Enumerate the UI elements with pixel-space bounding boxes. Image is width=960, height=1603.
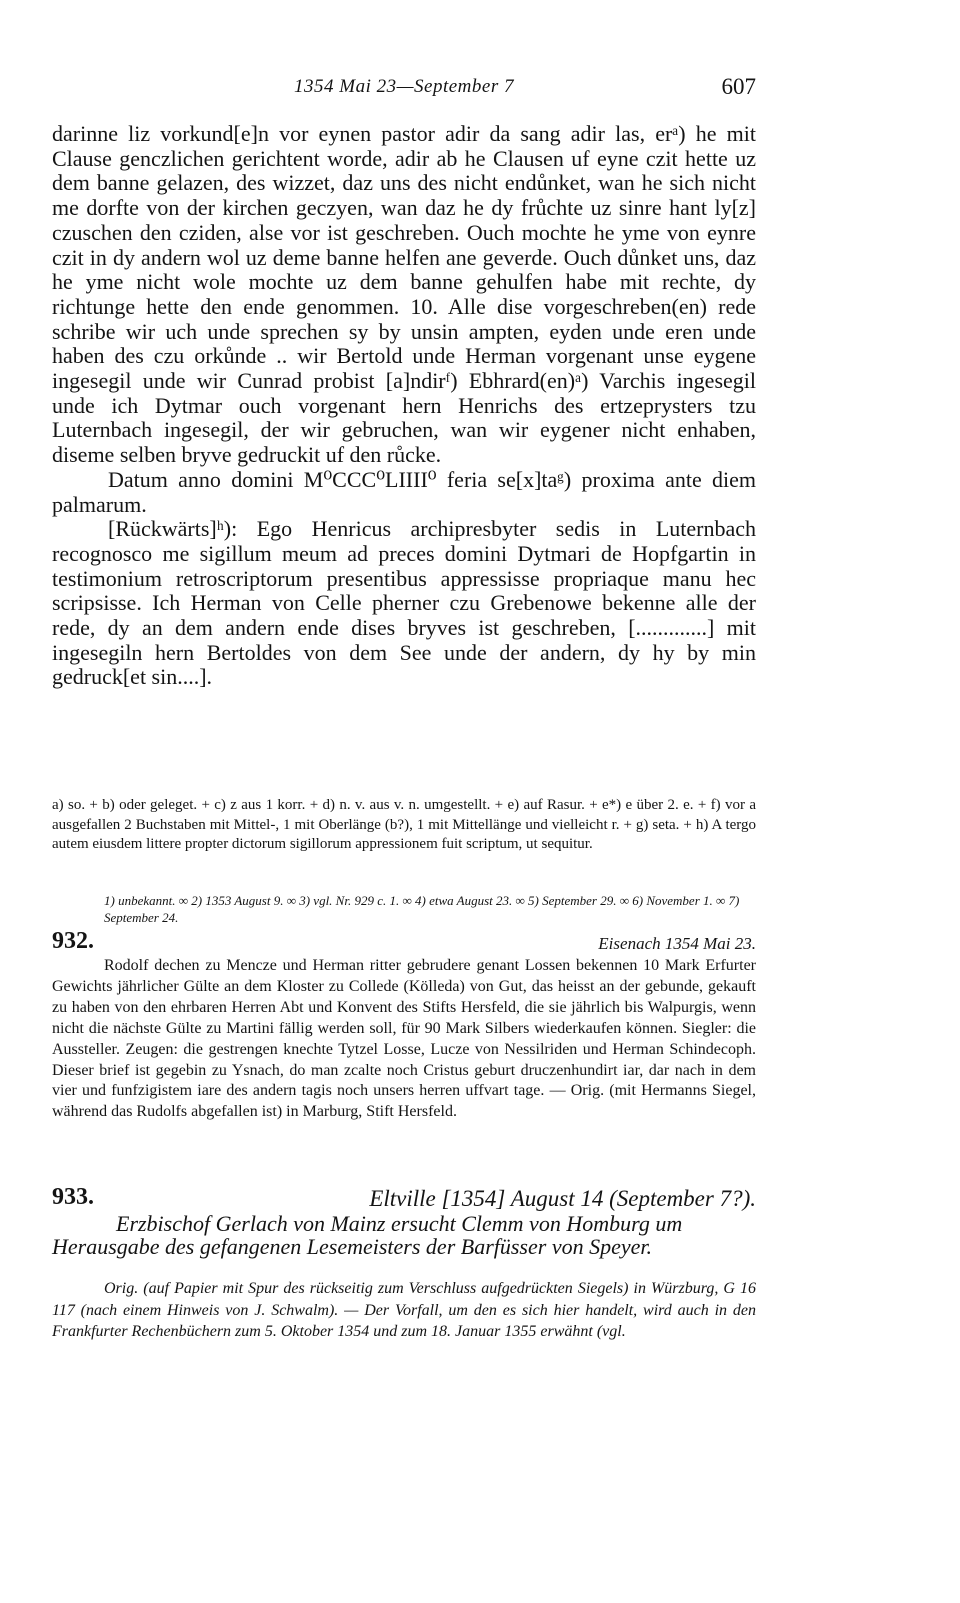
entry-933-place-date: Eltville [1354] August 14 (September 7?). xyxy=(369,1186,756,1211)
main-paragraph-1: darinne liz vorkund[e]n vor eynen pastor adir da sang adir las, erᵃ) he mit Clause genczlichen gerichtent worde, adir ab he Clausen uf eyne czit hette uz dem banne gelazen, des wizzet, daz uns des nicht endůnket, wan he sich nicht me dorfte von der kirchen geczyen, wan daz he dy frůchte uz sinre hant ly[z] czuschen den cziden, alse vor ist geschreben. Ouch mochte he yme von eynre czit in dy andern wol uz deme banne helfen ane geverde. Ouch důnket uns, daz he yme nicht wole mochte uz dem banne gehulfen habe mit rechte, dy richtunge hette den ende genommen. 10. Alle dise vorgeschreben(en) rede schribe wir uch unde sprechen sy by unsin ampten, eyden unde eren unde haben des czu orkůnde .. wir Bertold unde Herman vorgenant unse eygene ingesegil unde wir Cunrad probist [a]ndirᶠ) Ebhrard(en)ᵃ) Varchis ingesegil unde ich Dytmar ouch vorgenant hern Henrichs des ertzeprysters tzu Luternbach ingesegil, der wir gebruchen, wan wir eygener nicht enhaben, diseme selben bryve gedruckit uf den růcke. xyxy=(52,121,756,468)
main-paragraph-3: [Rückwärts]ʰ): Ego Henricus archipresbyter sedis in Luternbach recognosco me sigillum meum ad preces domini Dytmari de Hopfgartin in testimonium retroscriptorum presentibus appressisse propriaque manu hec scripsisse. Ich Herman von Celle pherner czu Grebenowe bekenne alle der rede, dy an dem andern ende dises bryves ist geschreben, [.............] mit ingesegiln hern Bertoldes von dem See unde der andern, dy hy by min gedruck[et sin....]. xyxy=(52,516,756,690)
entry-933-heading xyxy=(52,1184,756,1214)
factual-notes-text: 1) unbekannt. ∞ 2) 1353 August 9. ∞ 3) vgl. Nr. 929 c. 1. ∞ 4) etwa August 23. ∞ 5) September 29. ∞ 6) November 1. ∞ 7) September 24. xyxy=(104,893,740,925)
entry-933-regest-title xyxy=(52,1212,756,1258)
entry-933-title-text: Erzbischof Gerlach von Mainz ersucht Clemm von Homburg um Herausgabe des gefangenen Lesemeisters der Barfüsser von Speyer. xyxy=(52,1211,683,1259)
textual-notes-text: a) so. + b) oder geleget. + c) z aus 1 korr. + d) n. v. aus v. n. umgestellt. + e) auf Rasur. + e*) e über 2. e. + f) vor a ausgefallen 2 Buchstaben mit Mittel-, 1 mit Oberlänge (b?), 1 mit Mittellänge und vielleicht r. + g) seta. + h) A tergo autem eiusdem littere propter dictorum sigillorum appressionem fuit scriptum, ut sequitur. xyxy=(52,797,756,852)
entry-933-number: 933. xyxy=(52,1184,94,1210)
entry-932-number: 932. xyxy=(52,928,94,954)
entry-933-text: Orig. (auf Papier mit Spur des rückseitig zum Verschluss aufgedrückten Siegels) in Würzburg, G 16 117 (nach einem Hinweis von J. Schwalm). — Der Vorfall, um den es sich hier handelt, wird auch in den Frankfurter Rechenbüchern zum 5. Oktober 1354 und zum 18. Januar 1355 erwähnt (vgl. xyxy=(52,1280,756,1340)
entry-932-body xyxy=(52,956,756,1123)
main-paragraph-2: Datum anno domini M⁰CCC⁰LIIII⁰ feria se[x]taᵍ) proxima ante diem palmarum. xyxy=(52,466,756,517)
entry-933-body xyxy=(52,1278,756,1343)
entry-932-heading xyxy=(52,928,756,956)
textual-notes xyxy=(52,796,756,855)
factual-notes xyxy=(52,892,756,926)
page-number: 607 xyxy=(721,74,756,99)
running-title: 1354 Mai 23—September 7 xyxy=(294,76,514,97)
entry-932-text: Rodolf dechen zu Mencze und Herman ritter gebrudere genant Lossen bekennen 10 Mark Erfurter Gewichts jährlicher Gülte an dem Kloster zu Collede (Kölleda) von Gut, das heisst an der gebunde, gekauft zu haben von den ehrbaren Herren Abt und Konvent des Stifts Hersfeld, die sie jährlich bis Walpurgis, wenn nicht die nächste Gülte zu Martini fällig werden soll, für 90 Mark Silbers wiederkaufen können. Siegler: die Aussteller. Zeugen: die gestrengen knechte Tytzel Losse, Lucze von Nessilriden und Herman Schindecoph. Dieser brief ist gegebin zu Ysnach, do man zcalte noch Cristus geburt druczenhundirt iar, dar nach in dem vier und funfzigistem iare des andern tagis noch unsers herren uffvart tage. — Orig. (mit Hermanns Siegel, während das Rudolfs abgefallen ist) in Marburg, Stift Hersfeld. xyxy=(52,957,756,1121)
entry-932-place-date: Eisenach 1354 Mai 23. xyxy=(598,934,756,953)
main-text xyxy=(52,122,756,690)
